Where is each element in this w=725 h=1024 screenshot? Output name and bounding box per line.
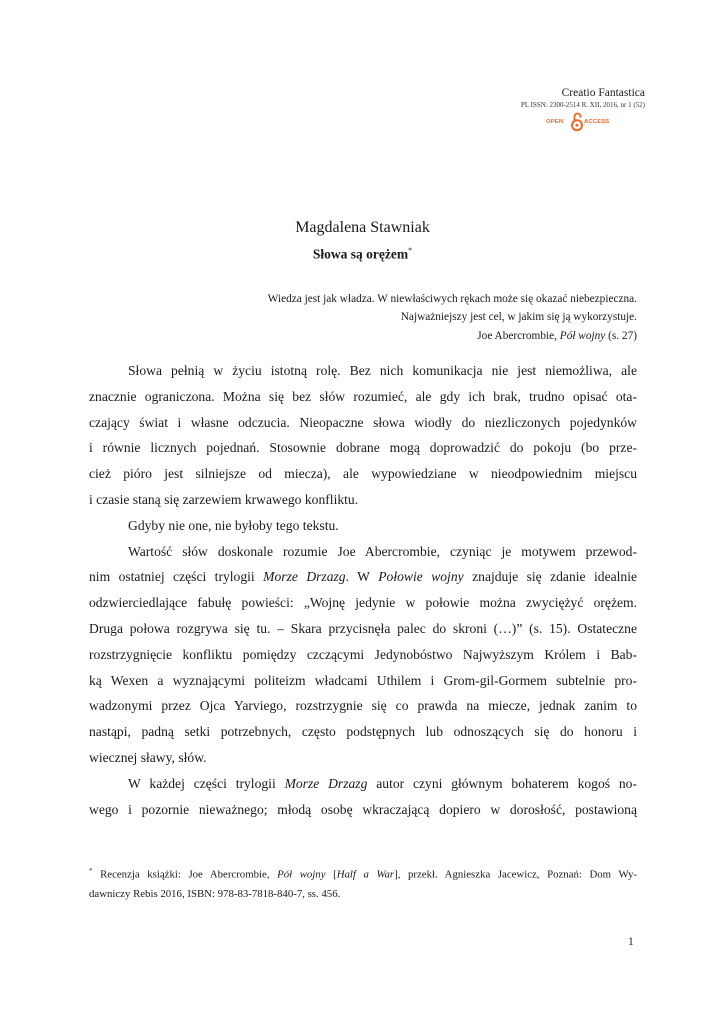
body-line: Słowa pełnią w życiu istotną rolę. Bez nich komunikacja nie jest niemożliwa, ale	[128, 363, 637, 378]
body-line: Druga połowa rozgrywa się tu. – Skara przycisnęła palec do skroni (…)” (s. 15). Ostateczne	[89, 620, 637, 636]
body-line: nastąpi, padną setki potrzebnych, często podstępnych lub odnoszących się do honoru i	[89, 724, 637, 740]
epigraph-line-1: Wiedza jest jak władza. W niewłaściwych rękach może się okazać niebezpieczna.	[267, 293, 637, 305]
journal-name: Creatio Fantastica	[561, 87, 645, 99]
footnote	[89, 862, 637, 904]
article-title-text: Słowa są orężem	[312, 246, 409, 262]
article-title	[0, 246, 725, 263]
body-line: W każdej części trylogii Morze Drzazg autor czyni głównym bohaterem kogoś no-	[128, 775, 638, 791]
paragraph-2	[89, 513, 637, 539]
paragraph-3	[89, 539, 637, 771]
body-line: Wartość słów doskonale rozumie Joe Abercrombie, czyniąc je motywem przewod-	[128, 543, 637, 559]
footnote-mark: *	[89, 867, 93, 875]
body-line: i równie licznych pojednań. Stosownie dobrane mogą doprowadzić do pokoju (bo prze-	[89, 440, 637, 456]
epigraph-source: Joe Abercrombie, Pół wojny (s. 27)	[477, 329, 637, 342]
body-line: nim ostatniej części trylogii Morze Drzazg. W Połowie wojny znajduje się zdanie idealnie	[89, 569, 638, 585]
article-body	[89, 358, 637, 822]
body-line: cież pióro jest silniejsze od miecza), ale wypowiedziane w nieodpowiednim miejscu	[89, 466, 637, 482]
body-line: wiecznej sławy, słów.	[89, 749, 207, 765]
open-access-open-text: OPEN	[546, 119, 564, 125]
body-line: odzwierciedlające fabułę powieści: „Wojnę jedynie w połowie można zwyciężyć orężem.	[89, 595, 637, 611]
page-number: 1	[628, 936, 634, 948]
body-line: wadzonymi przez Ojca Yarviego, rozstrzygnie się co prawda na miecze, jednak zanim to	[89, 698, 637, 714]
open-access-access-text: ACCESS	[584, 119, 610, 125]
journal-header	[385, 86, 645, 110]
open-access-logo	[546, 112, 610, 134]
body-line: wego i pozornie nieważnego; młodą osobę wkraczającą dopiero w dorosłość, postawioną	[89, 801, 637, 817]
footnote-line-2: dawniczy Rebis 2016, ISBN: 978-83-7818-840-7, ss. 456.	[89, 887, 341, 900]
body-line: i czasie staną się zarzewiem krwawego konfliktu.	[89, 491, 359, 507]
body-line: rozstrzygnięcie konfliktu pomiędzy czczącymi Jedynobóstwo Najwyższym Królem i Bab-	[89, 646, 637, 662]
footnote-line-1: * Recenzja książki: Joe Abercrombie, Pół wojny [Half a War], przekł. Agnieszka Jacewicz, Poznań: Dom Wy-	[89, 867, 638, 881]
paragraph-1	[89, 358, 637, 513]
body-line: znacznie ograniczona. Można się bez słów rozumieć, ale gdy ich brak, trudno opisać ota-	[89, 388, 637, 404]
open-lock-icon	[571, 112, 583, 132]
journal-issn: PL ISSN: 2300-2514 R. XII, 2016, nr 1 (52)	[521, 101, 645, 109]
epigraph	[177, 290, 637, 345]
body-line: ką Wexen a wyznającymi politeizm władcami Uthilem i Grom-gil-Gormem subtelnie pro-	[89, 672, 637, 688]
author-name: Magdalena Stawniak	[295, 219, 430, 236]
title-footnote-mark: *	[408, 246, 413, 255]
paragraph-4	[89, 771, 637, 823]
body-line: czający świat i własne odczucia. Nieopaczne słowa wiodły do niezliczonych pojedynków	[89, 414, 637, 430]
body-line: Gdyby nie one, nie byłoby tego tekstu.	[128, 517, 339, 533]
epigraph-line-2: Najważniejszy jest cel, w jakim się ją wykorzystuje.	[400, 311, 637, 324]
